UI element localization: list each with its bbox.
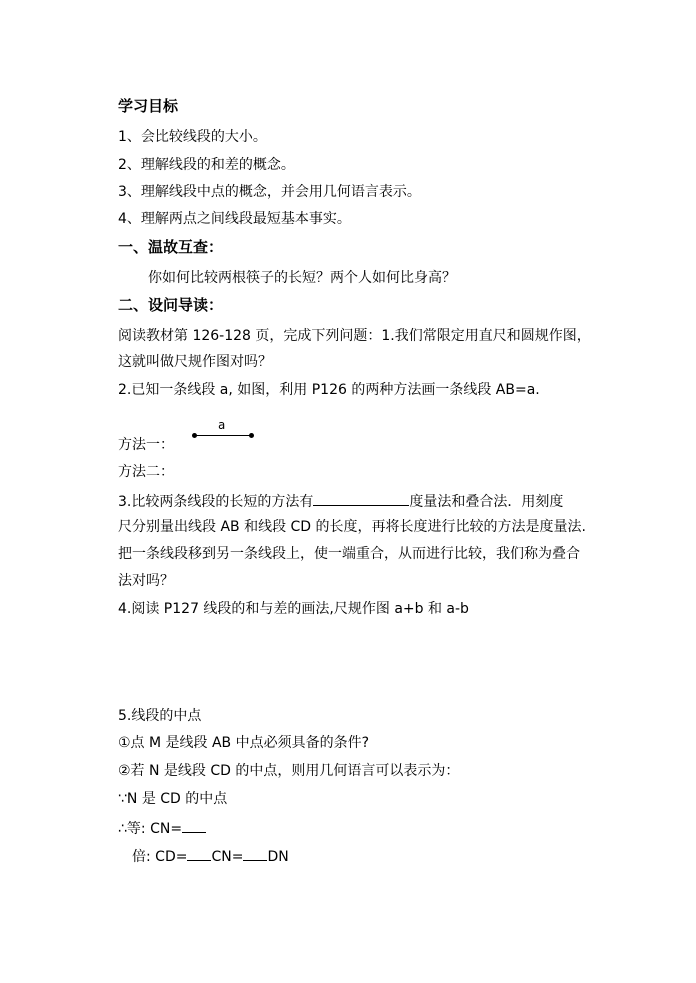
because-line: ∵N 是 CD 的中点	[118, 791, 228, 807]
equal-prefix: ∴等: CN=	[118, 821, 183, 837]
q4-text: 4.阅读 P127 线段的和与差的画法,尺规作图 a+b 和 a-b	[118, 601, 469, 617]
goal-item-3: 3、理解线段中点的概念，并会用几何语言表示。	[118, 184, 421, 200]
q3-blank[interactable]	[313, 491, 409, 506]
goal-item-1: 1、会比较线段的大小。	[118, 129, 267, 145]
double-line	[132, 846, 289, 866]
double-prefix: 倍: CD=	[132, 849, 188, 865]
double-mid: CN=	[211, 849, 244, 865]
double-blank-1[interactable]	[187, 846, 211, 861]
q3-part1: 3.比较两条线段的长短的方法有	[118, 494, 314, 510]
section1-question: 你如何比较两根筷子的长短？两个人如何比身高？	[148, 270, 456, 286]
q3-line2: 尺分别量出线段 AB 和线段 CD 的长度，再将长度进行比较的方法是度量法.	[118, 519, 586, 535]
section2-title: 二、设问导读：	[118, 296, 224, 314]
section5-item1: ①点 M 是线段 AB 中点必须具备的条件?	[118, 735, 370, 751]
segment-a-endpoint-right	[249, 433, 254, 438]
q3-part2: 度量法和叠合法．用刻度	[409, 494, 564, 510]
double-blank-2[interactable]	[243, 846, 267, 861]
method1-label: 方法一：	[118, 437, 174, 453]
equal-blank[interactable]	[182, 818, 206, 833]
segment-a-line	[194, 435, 252, 436]
double-suffix: DN	[267, 849, 289, 865]
goal-item-4: 4、理解两点之间线段最短基本事实。	[118, 211, 351, 227]
q3-line3: 把一条线段移到另一条线段上，使一端重合，从而进行比较，我们称为叠合	[118, 546, 580, 562]
segment-a-label: a	[218, 418, 226, 432]
section5-item2: ②若 N 是线段 CD 的中点，则用几何语言可以表示为：	[118, 763, 460, 779]
method2-label: 方法二：	[118, 464, 174, 480]
equal-line	[118, 818, 206, 838]
q3-line4: 法对吗？	[118, 573, 174, 589]
segment-a-endpoint-left	[192, 433, 197, 438]
goal-item-2: 2、理解线段的和差的概念。	[118, 157, 295, 173]
section1-title: 一、温故互查：	[118, 238, 224, 256]
q2-text: 2.已知一条线段 a, 如图，利用 P126 的两种方法画一条线段 AB=a.	[118, 382, 540, 398]
q1-line2: 这就叫做尺规作图对吗？	[118, 354, 272, 370]
q3-line1	[118, 491, 563, 511]
section5-title: 5.线段的中点	[118, 708, 202, 724]
goals-title: 学习目标	[118, 97, 179, 115]
q1-line1: 阅读教材第 126-128 页，完成下列问题：1.我们常限定用直尺和圆规作图，	[118, 328, 591, 344]
